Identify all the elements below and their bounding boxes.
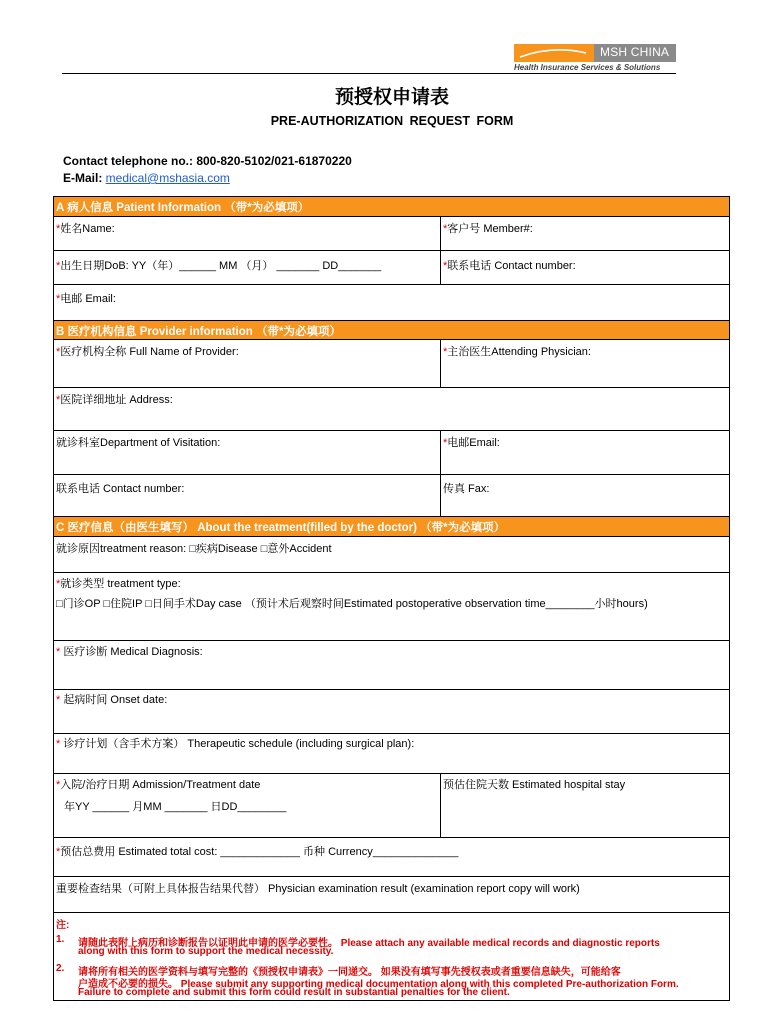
note-1-number: 1. <box>56 934 65 945</box>
row-onset <box>54 690 729 734</box>
member-number-field[interactable]: *客户号 Member#: <box>440 217 729 250</box>
diagnosis-label: 医疗诊断 Medical Diagnosis: <box>63 646 203 658</box>
section-b-title: B 医疗机构信息 Provider information （带*为必填项） <box>56 326 341 338</box>
onset-field[interactable]: * 起病时间 Onset date: <box>56 694 168 706</box>
exam-result-field[interactable] <box>54 877 729 912</box>
patient-email-label: 电邮 Email: <box>60 293 116 305</box>
fax-label: 传真 Fax: <box>443 483 490 495</box>
hospital-stay-label: 预估住院天数 Estimated hospital stay <box>443 779 626 791</box>
email-label: E-Mail: <box>63 171 106 185</box>
row-cost <box>54 838 729 877</box>
provider-name-field[interactable]: *医疗机构全称 Full Name of Provider: <box>56 346 239 358</box>
patient-email-field[interactable]: *电邮 Email: <box>56 293 116 305</box>
row-exam <box>54 877 729 913</box>
logo-tagline: Health Insurance Services & Solutions <box>514 63 661 72</box>
address-label: 医院详细地址 Address: <box>60 394 173 406</box>
admission-label: 入院/治疗日期 Admission/Treatment date <box>60 779 261 791</box>
row-diagnosis <box>54 641 729 690</box>
row-department-email <box>54 431 729 475</box>
physician-label: 主治医生Attending Physician: <box>447 346 591 358</box>
onset-label: 起病时间 Onset date: <box>63 694 168 706</box>
note-2-number: 2. <box>56 963 65 974</box>
row-treatment-reason <box>54 537 729 573</box>
note-2-line-2: 户造成不必要的损失。 Please submit any supporting medical documentation along with this completed Pre-authorization Form. <box>78 979 679 990</box>
treatment-type-options[interactable]: □门诊OP □住院IP □日间手术Day case （预计术后观察时间Estimated postoperative observation time________小时hours) <box>56 598 648 610</box>
provider-name-label: 医疗机构全称 Full Name of Provider: <box>60 346 239 358</box>
section-a-header <box>54 197 729 217</box>
patient-name-label: 姓名Name: <box>60 223 115 235</box>
row-name-member <box>54 217 729 251</box>
email-link[interactable]: medical@mshasia.com <box>105 171 230 185</box>
row-address <box>54 388 729 431</box>
note-2-line-1: 请将所有相关的医学资料与填写完整的《预授权申请表》一同递交。 如果没有填写事先授权表或者重要信息缺失，可能给客 <box>78 967 621 978</box>
pre-authorization-form <box>53 196 730 1001</box>
notes-label: 注: <box>56 920 70 931</box>
admission-field[interactable]: *入院/治疗日期 Admission/Treatment date 年YY ______ 月MM _______ 日DD________ <box>54 774 440 837</box>
provider-email-label: 电邮Email: <box>447 437 500 449</box>
msh-logo <box>514 44 676 72</box>
department-label: 就诊科室Department of Visitation: <box>56 437 221 449</box>
row-provider-physician <box>54 340 729 388</box>
row-patient-email <box>54 285 729 321</box>
row-admission-stay <box>54 774 729 838</box>
dob-label: 出生日期DoB: YY（年）______ MM （月） _______ DD_______ <box>60 260 382 272</box>
patient-name-field[interactable]: *姓名Name: <box>56 223 115 235</box>
fax-field[interactable] <box>440 475 729 516</box>
treatment-type-field[interactable]: *就诊类型 treatment type: □门诊OP □住院IP □日间手术Day case （预计术后观察时间Estimated postoperative observation time________小时hours) <box>54 573 729 640</box>
patient-phone-label: 联系电话 Contact number: <box>447 260 576 272</box>
treatment-reason-field[interactable] <box>54 537 729 572</box>
row-provider-phone-fax <box>54 475 729 517</box>
department-field[interactable] <box>54 431 440 474</box>
section-c-header <box>54 517 729 537</box>
swoosh-icon <box>518 47 588 59</box>
treatment-reason-label: 就诊原因treatment reason: □疾病Disease □意外Accident <box>56 543 332 555</box>
row-treatment-type <box>54 573 729 641</box>
member-number-label: 客户号 Member#: <box>447 223 533 235</box>
admission-date-fill[interactable]: 年YY ______ 月MM _______ 日DD________ <box>64 801 287 813</box>
patient-phone-field[interactable]: *联系电话 Contact number: <box>440 251 729 284</box>
hospital-stay-field[interactable] <box>440 774 729 837</box>
provider-phone-label: 联系电话 Contact number: <box>56 483 185 495</box>
physician-field[interactable]: *主治医生Attending Physician: <box>440 340 729 387</box>
row-schedule <box>54 734 729 774</box>
provider-email-field[interactable]: *电邮Email: <box>440 431 729 474</box>
exam-result-label: 重要检查结果（可附上具体报告结果代替） Physician examination result (examination report copy will work) <box>56 883 580 895</box>
section-a-title: A 病人信息 Patient Information （带*为必填项） <box>56 202 310 214</box>
cost-field[interactable]: *预估总费用 Estimated total cost: _____________ 币种 Currency______________ <box>56 846 459 858</box>
diagnosis-field[interactable]: * 医疗诊断 Medical Diagnosis: <box>56 646 203 658</box>
note-2-line-3: Failure to complete and submit this form could result in substantial penalties for the client. <box>78 987 510 998</box>
section-c-title: C 医疗信息（由医生填写） About the treatment(filled by the doctor) （带*为必填项） <box>56 522 506 534</box>
title-english: PRE-AUTHORIZATION REQUEST FORM <box>270 114 514 128</box>
provider-phone-field[interactable] <box>54 475 440 516</box>
notes-block <box>54 913 729 1000</box>
logo-bar <box>514 44 676 62</box>
address-field[interactable]: *医院详细地址 Address: <box>56 394 173 406</box>
contact-email <box>63 171 230 185</box>
row-dob-phone <box>54 251 729 285</box>
header-rule <box>62 73 676 74</box>
title-chinese: 预授权申请表 <box>334 87 449 108</box>
schedule-field[interactable]: * 诊疗计划（含手术方案） Therapeutic schedule (including surgical plan): <box>56 738 415 750</box>
cost-label: 预估总费用 Estimated total cost: _____________ 币种 Currency______________ <box>60 846 459 858</box>
dob-field[interactable]: *出生日期DoB: YY（年）______ MM （月） _______ DD_______ <box>56 260 382 272</box>
contact-telephone: Contact telephone no.: 800-820-5102/021-61870220 <box>63 154 352 168</box>
note-1-line-2: along with this form to support the medical necessity. <box>78 946 334 957</box>
section-b-header <box>54 321 729 340</box>
note-1-line-1: 请随此表附上病历和诊断报告以证明此申请的医学必要性。 Please attach any available medical records and diagnostic reports <box>78 938 660 949</box>
treatment-type-label: 就诊类型 treatment type: <box>60 578 181 590</box>
schedule-label: 诊疗计划（含手术方案） Therapeutic schedule (including surgical plan): <box>63 738 415 750</box>
logo-brand: MSH CHINA <box>600 45 670 59</box>
